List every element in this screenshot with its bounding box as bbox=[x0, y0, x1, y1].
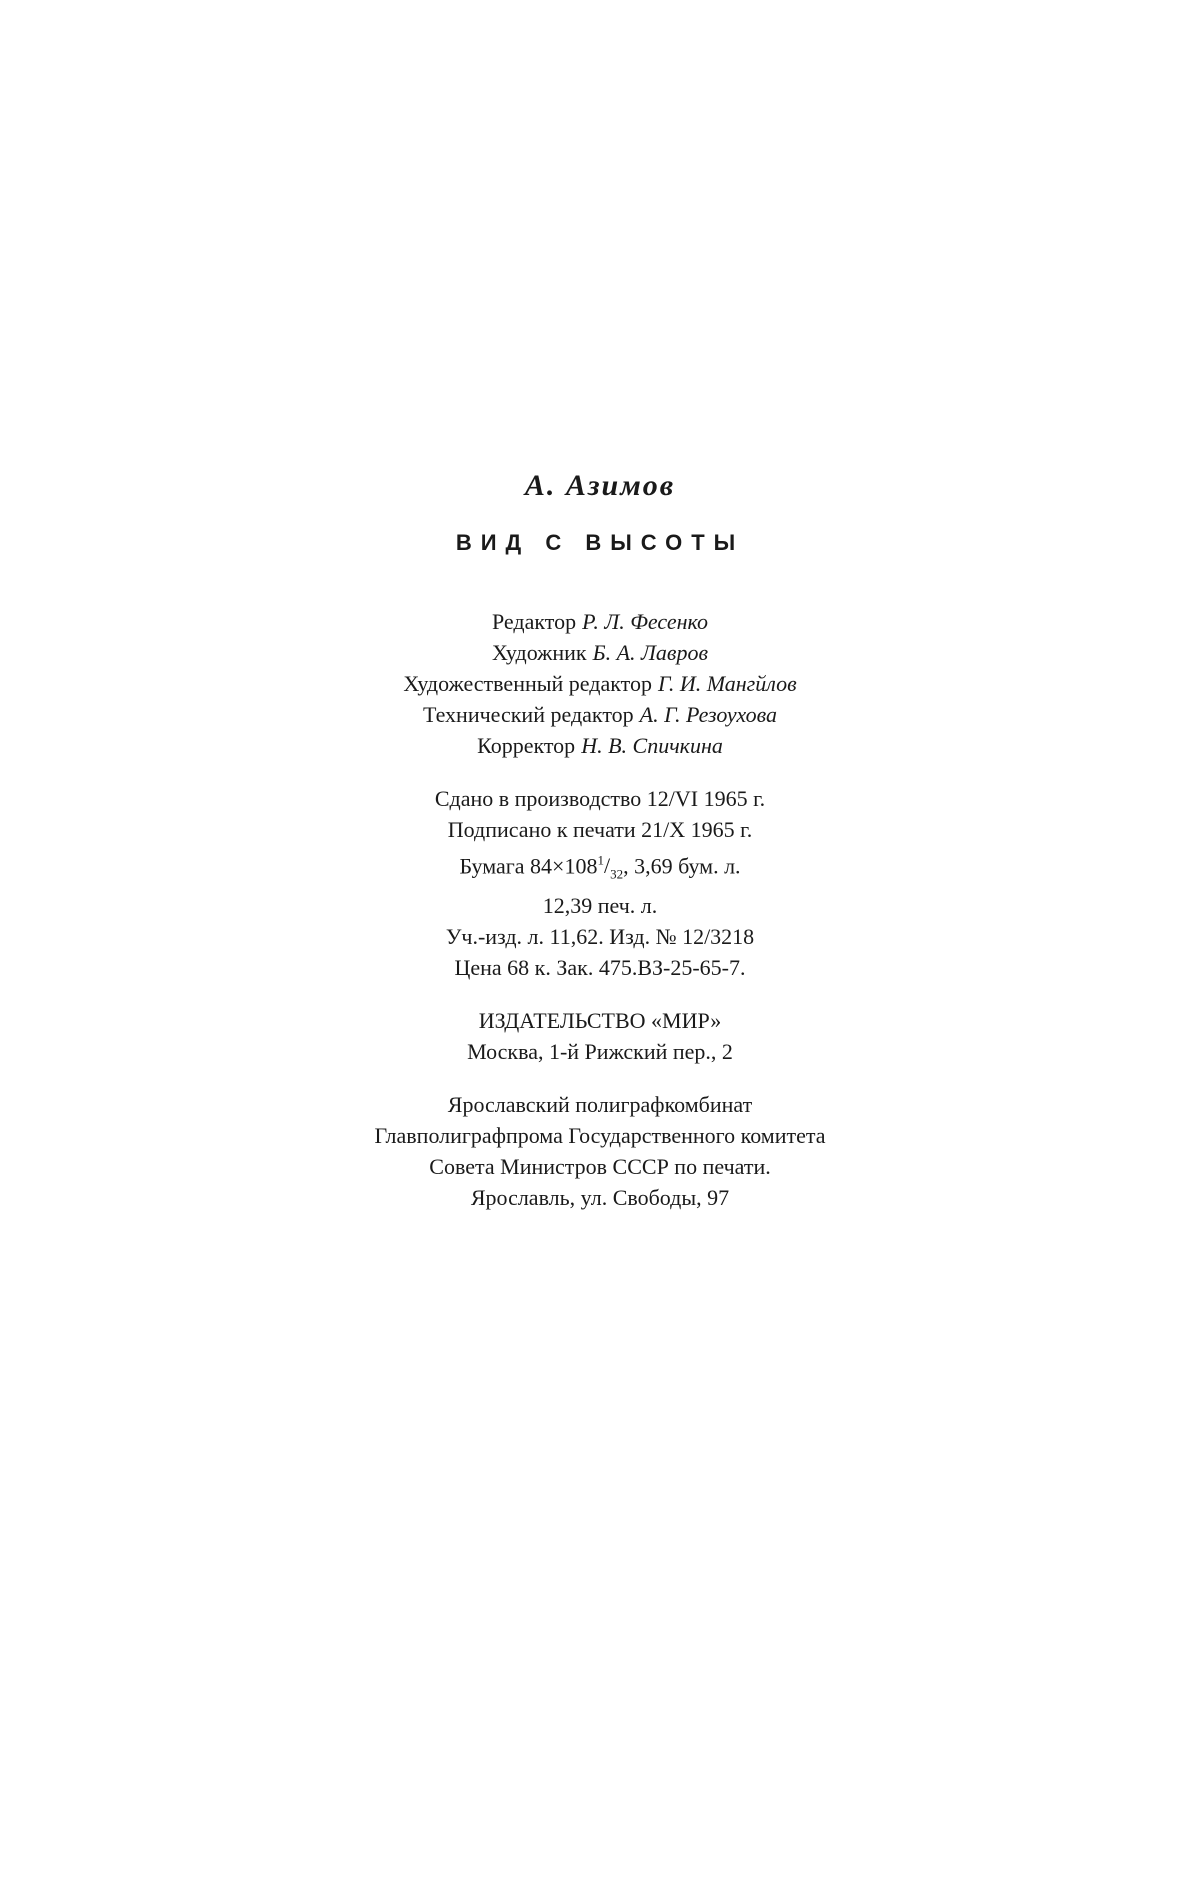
paper-format bbox=[0, 845, 1200, 890]
paper-prefix: Бумага 84×108 bbox=[459, 853, 598, 879]
book-author: А. Азимов bbox=[524, 469, 676, 502]
credit-role: Редактор bbox=[491, 609, 577, 634]
credits-list bbox=[0, 606, 1200, 761]
printer-line: Совета Министров СССР по печати. bbox=[429, 1153, 771, 1179]
printer-line: Ярославль, ул. Свободы, 97 bbox=[470, 1184, 730, 1210]
credit-line bbox=[0, 606, 1200, 637]
price-order: Цена 68 к. Зак. 475.ВЗ-25-65-7. bbox=[454, 954, 746, 980]
paper-fraction-denominator: 32 bbox=[610, 866, 624, 882]
publisher-name: ИЗДАТЕЛЬСТВО «МИР» bbox=[478, 1007, 722, 1033]
paper-fraction: $^1/_{32}$ bbox=[597, 853, 624, 882]
edition-info: Уч.-изд. л. 11,62. Изд. № 12/3218 bbox=[445, 923, 755, 949]
signed-date: Подписано к печати 21/X 1965 г. bbox=[447, 817, 753, 842]
publisher-block bbox=[0, 1005, 1200, 1067]
credit-name: Г. И. Мангйлов bbox=[657, 671, 797, 696]
production-date: Сдано в производство 12/VI 1965 г. bbox=[434, 786, 766, 811]
credit-role: Художник bbox=[491, 640, 587, 665]
printer-block bbox=[0, 1089, 1200, 1213]
paper-suffix: , 3,69 бум. л. bbox=[623, 853, 741, 879]
credit-role: Художественный редактор bbox=[403, 671, 652, 696]
credit-line bbox=[0, 699, 1200, 730]
printer-line: Ярославский полиграфкомбинат bbox=[447, 1091, 753, 1117]
print-data-list bbox=[0, 783, 1200, 983]
credit-line bbox=[0, 668, 1200, 699]
credit-role: Технический редактор bbox=[422, 702, 634, 727]
credit-name: Р. Л. Фесенко bbox=[582, 609, 709, 634]
credit-line bbox=[0, 637, 1200, 668]
printed-sheets: 12,39 печ. л. bbox=[542, 892, 658, 918]
printer-line: Главполиграфпрома Государственного комитета bbox=[374, 1122, 826, 1148]
paper-fraction-numerator: 1 bbox=[597, 853, 604, 868]
credit-name: А. Г. Резоухова bbox=[639, 702, 778, 727]
book-title: ВИД С ВЫСОТЫ bbox=[455, 530, 745, 555]
credit-name: Б. А. Лавров bbox=[592, 640, 709, 665]
publisher-address: Москва, 1-й Рижский пер., 2 bbox=[467, 1038, 733, 1064]
credit-name: Н. В. Спичкина bbox=[581, 733, 723, 758]
credit-role: Корректор bbox=[477, 733, 576, 758]
colophon bbox=[0, 468, 1200, 1213]
credit-line bbox=[0, 730, 1200, 761]
